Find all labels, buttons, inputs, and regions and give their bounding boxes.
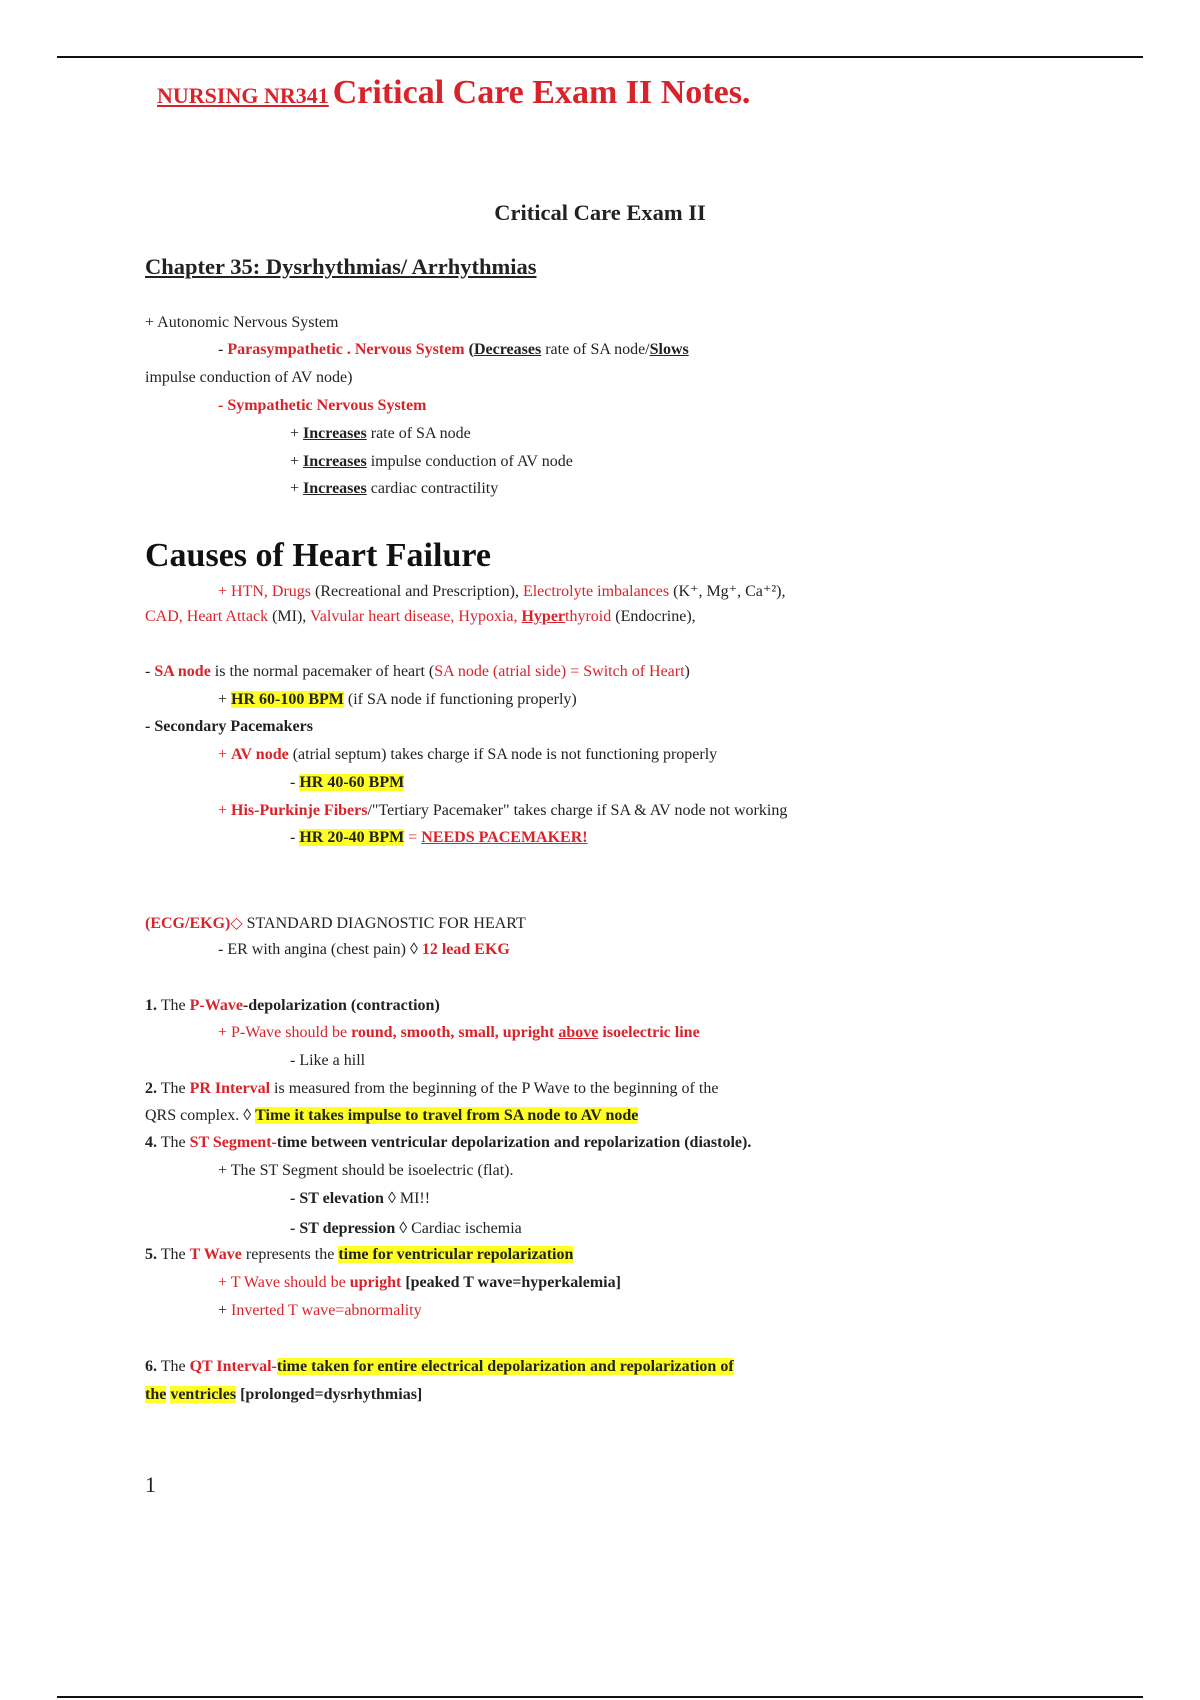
parasympathetic-line-cont: impulse conduction of AV node) — [145, 369, 353, 386]
his-purkinje-line: + His-Purkinje Fibers/"Tertiary Pacemaker" takes charge if SA & AV node not working — [218, 802, 788, 819]
st-segment-sub: + The ST Segment should be isoelectric (flat). — [218, 1162, 514, 1179]
qt-interval-line: 6. The QT Interval-time taken for entire electrical depolarization and repolarization of — [145, 1358, 734, 1375]
hr-normal-line: + HR 60-100 BPM (if SA node if functioning properly) — [218, 691, 577, 708]
bottom-rule — [57, 1696, 1143, 1698]
p-wave-hill: - Like a hill — [290, 1052, 366, 1069]
parasympathetic-term: Parasympathetic . Nervous System — [227, 341, 465, 358]
t-wave-sub-2: + Inverted T wave=abnormality — [218, 1302, 422, 1319]
st-segment-line: 4. The ST Segment-time between ventricular depolarization and repolarization (diastole). — [145, 1134, 752, 1151]
hr-his-line: - HR 20-40 BPM = NEEDS PACEMAKER! — [290, 829, 588, 846]
chapter-heading: Chapter 35: Dysrhythmias/ Arrhythmias — [145, 254, 537, 279]
hr-av-badge: HR 40-60 BPM — [299, 774, 405, 791]
page-title: Critical Care Exam II — [494, 200, 706, 225]
t-wave-line: 5. The T Wave represents the time for ventricular repolarization — [145, 1246, 574, 1263]
st-depression-line: - ST depression ◊ Cardiac ischemia — [290, 1220, 522, 1237]
section-heading-causes: Causes of Heart Failure — [145, 537, 491, 574]
header-title: Critical Care Exam II Notes. — [332, 74, 751, 111]
diamond-icon: ◇ — [230, 915, 243, 932]
sympathetic-effect-2: + Increases impulse conduction of AV node — [290, 453, 573, 470]
parasympathetic-line: - Parasympathetic . Nervous System (Decreases rate of SA node/Slows — [218, 341, 689, 358]
causes-line-1: + HTN, Drugs (Recreational and Prescription), Electrolyte imbalances (K⁺, Mg⁺, Ca⁺²), — [218, 583, 786, 600]
secondary-pacemakers-heading: - Secondary Pacemakers — [145, 718, 313, 735]
document-header — [157, 74, 750, 112]
page-number: 1 — [145, 1472, 156, 1497]
t-wave-sub-1: + T Wave should be upright [peaked T wave=hyperkalemia] — [218, 1274, 621, 1291]
qt-interval-cont: the ventricles [prolonged=dysrhythmias] — [145, 1386, 423, 1403]
pr-interval-cont: QRS complex. ◊ Time it takes impulse to travel from SA node to AV node — [145, 1107, 639, 1124]
hr-normal-badge: HR 60-100 BPM — [231, 691, 344, 708]
st-elevation-line: - ST elevation ◊ MI!! — [290, 1190, 431, 1207]
sympathetic-line: - Sympathetic Nervous System — [218, 397, 427, 414]
sympathetic-term: Sympathetic Nervous System — [227, 397, 427, 414]
ans-heading: + Autonomic Nervous System — [145, 314, 339, 331]
sympathetic-effect-1: + Increases rate of SA node — [290, 425, 471, 442]
hr-av-line: - HR 40-60 BPM — [290, 774, 405, 791]
p-wave-line: 1. The P-Wave-depolarization (contraction) — [145, 997, 440, 1014]
av-node-line: + AV node (atrial septum) takes charge if SA node is not functioning properly — [218, 746, 718, 763]
p-wave-sub: + P-Wave should be round, smooth, small, upright above isoelectric line — [218, 1024, 700, 1041]
needs-pacemaker-alert: NEEDS PACEMAKER! — [421, 829, 588, 846]
causes-line-2: CAD, Heart Attack (MI), Valvular heart disease, Hypoxia, Hyperthyroid (Endocrine), — [145, 608, 696, 625]
course-code: NURSING NR341 — [157, 83, 329, 108]
sa-node-line: - SA node is the normal pacemaker of heart (SA node (atrial side) = Switch of Heart) — [145, 663, 690, 680]
hr-his-badge: HR 20-40 BPM — [299, 829, 405, 846]
sympathetic-effect-3: + Increases cardiac contractility — [290, 480, 499, 497]
top-rule — [57, 56, 1143, 58]
pr-interval-line: 2. The PR Interval is measured from the beginning of the P Wave to the beginning of the — [145, 1080, 719, 1097]
ecg-er-line: - ER with angina (chest pain) ◊ 12 lead EKG — [218, 941, 510, 958]
ecg-line: (ECG/EKG)◇ STANDARD DIAGNOSTIC FOR HEART — [145, 915, 526, 932]
